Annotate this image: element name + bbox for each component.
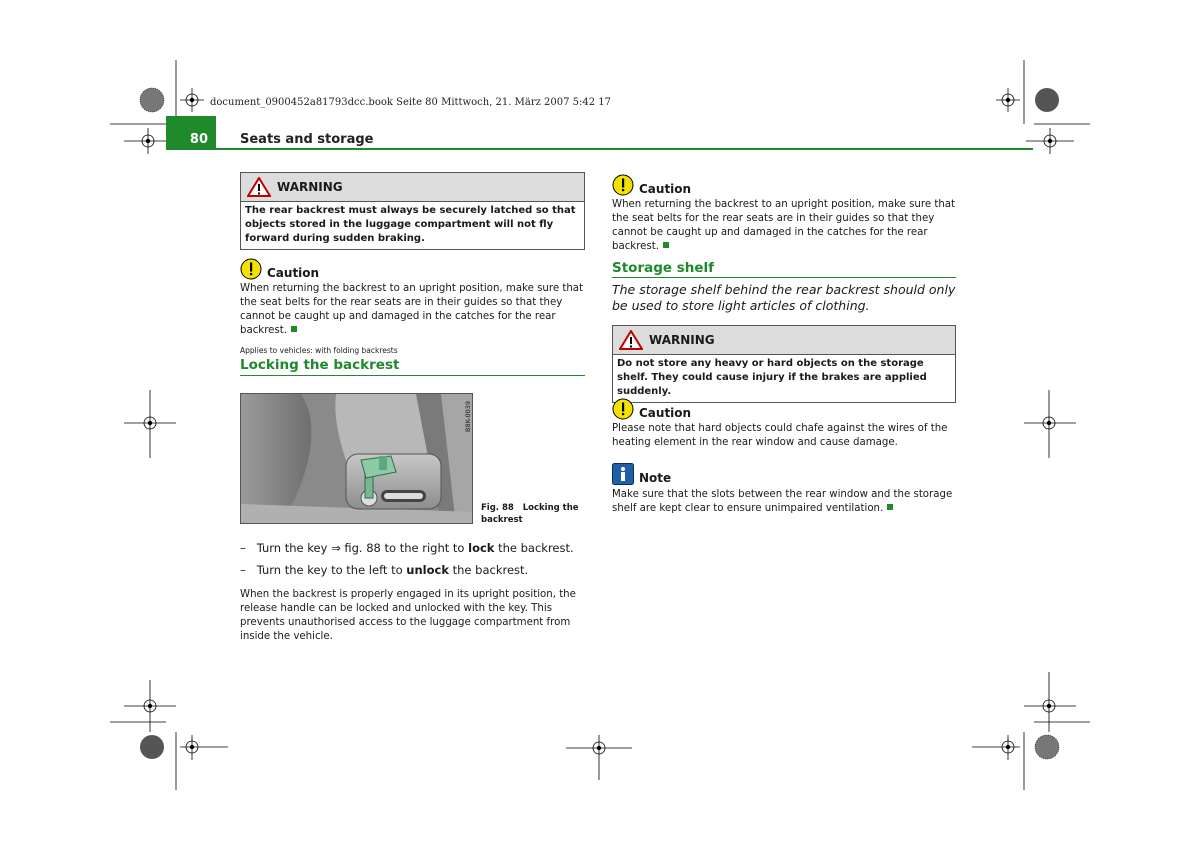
caution-icon xyxy=(240,258,262,280)
warning-box-left xyxy=(240,172,585,250)
end-marker xyxy=(663,242,669,248)
figure-caption-text: Locking the backrest xyxy=(481,503,579,525)
figure-caption xyxy=(481,502,581,526)
heading-storage-shelf: Storage shelf xyxy=(612,260,715,276)
applies-note: Applies to vehicles: with folding backrests xyxy=(240,346,398,355)
warning-triangle-icon xyxy=(247,177,271,197)
caution-text: When returning the backrest to an upright position, make sure that the seat belts for the rear seats are in their guides so that they cannot be caught up and damaged in the catches for the rear backrest. xyxy=(612,199,956,252)
info-icon xyxy=(612,463,634,485)
caution-text: Please note that hard objects could chafe against the wires of the heating element in the rear window and cause damage. xyxy=(612,423,948,448)
warning-triangle-icon xyxy=(619,330,643,350)
warning-header xyxy=(241,173,584,202)
caution-text: When returning the backrest to an upright position, make sure that the seat belts for the rear seats are in their guides so that they cannot be caught up and damaged in the catches for the rear backrest. xyxy=(240,283,584,336)
caution-title: Caution xyxy=(267,266,320,280)
backrest-lock-illustration xyxy=(241,394,473,524)
section-title: Seats and storage xyxy=(240,132,374,147)
step-text-post: the backrest. xyxy=(494,541,574,555)
note-text: Make sure that the slots between the rear window and the storage shelf are kept clear to ensure unimpaired ventilation. xyxy=(612,489,953,514)
step-text-pre: Turn the key to the left to xyxy=(256,563,407,577)
heading-rule xyxy=(612,277,956,278)
step-dash: – xyxy=(240,563,246,577)
step-2 xyxy=(240,562,590,578)
warning-header xyxy=(613,326,955,355)
caution-icon xyxy=(612,398,634,420)
figure-code xyxy=(464,396,474,432)
caution-block-right-2 xyxy=(612,398,957,450)
step-text-bold: unlock xyxy=(406,563,449,577)
caution-title: Caution xyxy=(639,406,692,420)
warning-text: Do not store any heavy or hard objects on the storage shelf. They could cause injury if the brakes are applied suddenly. xyxy=(617,358,927,397)
caution-title: Caution xyxy=(639,182,692,196)
caution-icon xyxy=(612,174,634,196)
heading-locking-backrest: Locking the backrest xyxy=(240,357,400,373)
page-number: 80 xyxy=(166,116,216,150)
section-rule xyxy=(216,148,1033,150)
heading-rule xyxy=(240,375,585,376)
step-1 xyxy=(240,540,590,556)
caution-block-left xyxy=(240,258,585,338)
figure-locking-backrest xyxy=(240,393,473,524)
storage-shelf-lead: The storage shelf behind the rear backrest should only be used to store light articles of clothing. xyxy=(612,282,956,313)
end-marker xyxy=(291,326,297,332)
step-text-bold: lock xyxy=(468,541,495,555)
warning-text: The rear backrest must always be securely latched so that objects stored in the luggage compartment will not fly forward during sudden braking. xyxy=(245,205,576,244)
locking-paragraph: When the backrest is properly engaged in its upright position, the release handle can be locked and unlocked with the key. This prevents unauthorised access to the luggage compartment from inside the vehicle. xyxy=(240,589,576,642)
step-text-post: the backrest. xyxy=(448,563,529,577)
end-marker xyxy=(887,504,893,510)
print-header: document_0900452a81793dcc.book Seite 80 Mittwoch, 21. März 2007 5:42 17 xyxy=(210,97,612,108)
step-dash: – xyxy=(240,541,246,555)
warning-title: WARNING xyxy=(649,333,715,347)
note-block xyxy=(612,463,957,516)
caution-block-right-1 xyxy=(612,174,957,254)
figure-caption-label: Fig. 88 xyxy=(481,503,514,513)
note-title: Note xyxy=(639,471,672,485)
step-text-pre: Turn the key ⇒ fig. 88 to the right to xyxy=(256,541,469,555)
warning-box-right xyxy=(612,325,956,403)
warning-title: WARNING xyxy=(277,180,343,194)
figure-code-text: B8K-0039 xyxy=(464,400,472,432)
